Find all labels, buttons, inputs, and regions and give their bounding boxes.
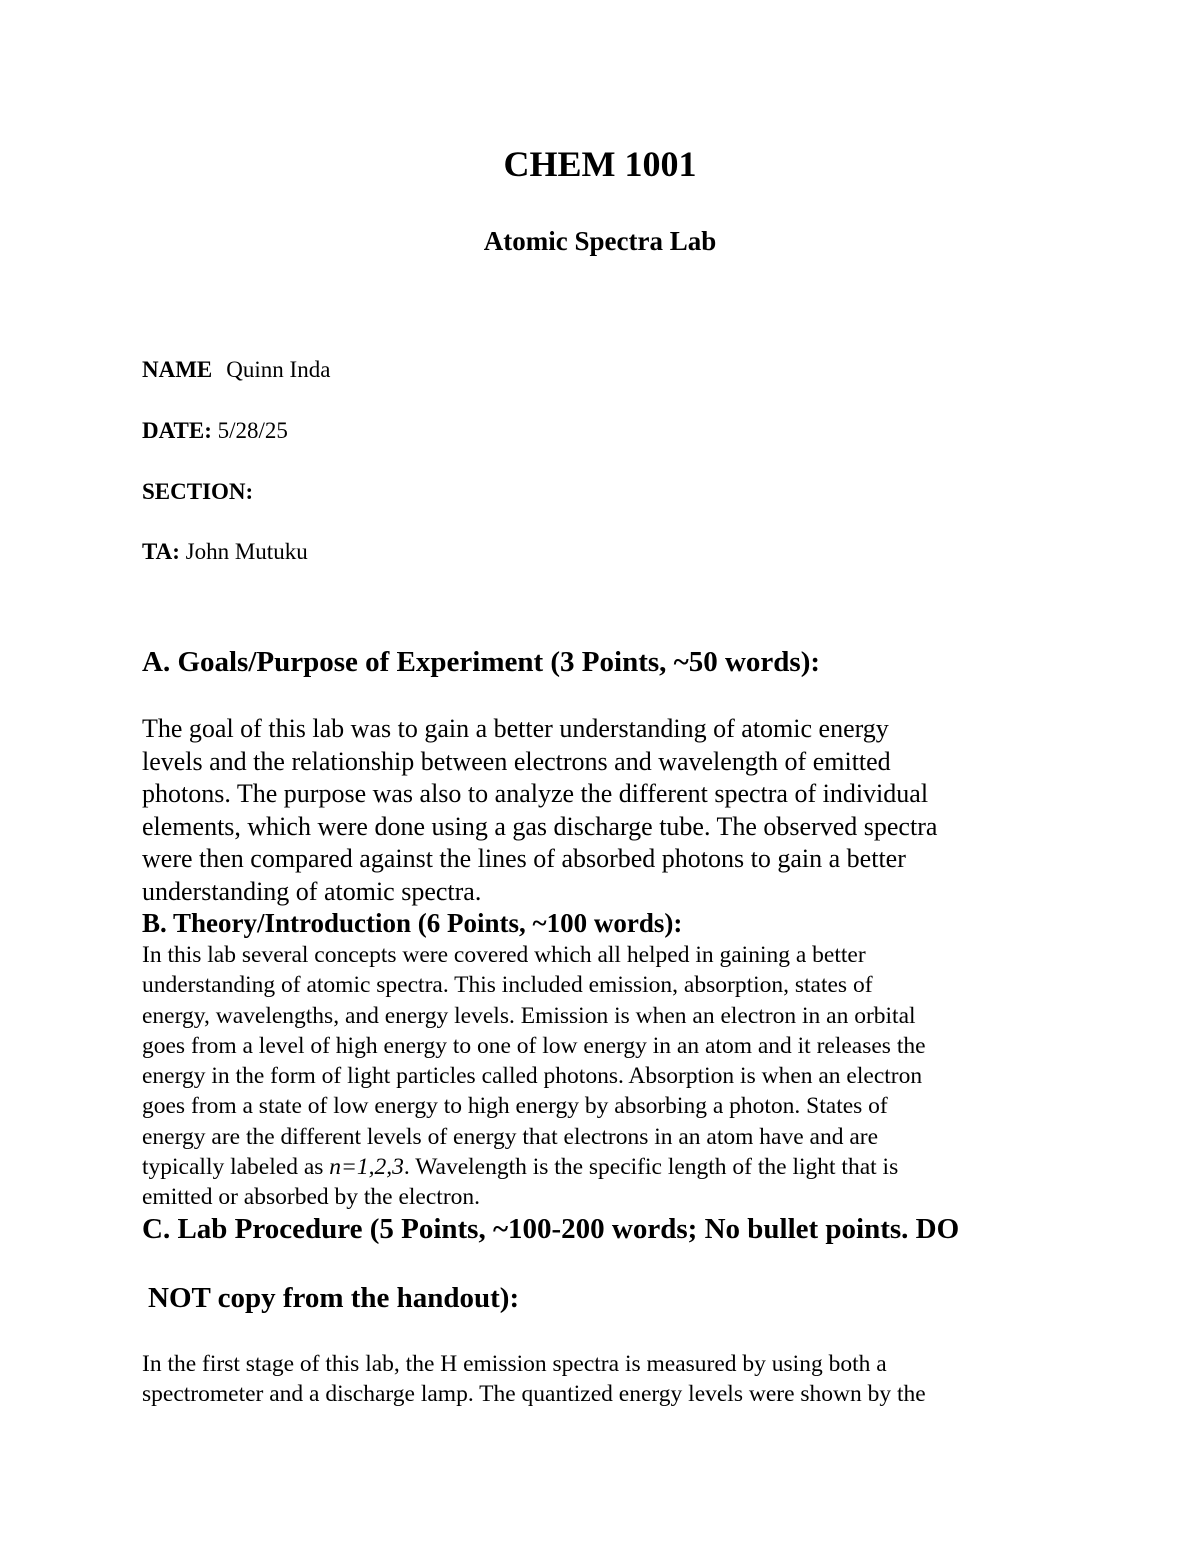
section-field: [142, 478, 253, 506]
paragraph-line: emitted or absorbed by the electron.: [142, 1184, 481, 1211]
paragraph-line: In the first stage of this lab, the H emission spectra is measured by using both a: [142, 1351, 887, 1377]
paragraph-line: [142, 1152, 1082, 1182]
name-label: NAME: [142, 357, 213, 382]
paragraph-line: energy, wavelengths, and energy levels. Emission is when an electron in an orbital: [142, 1002, 916, 1029]
ta-label: TA:: [142, 539, 180, 564]
paragraph-line: elements, which were done using a gas discharge tube. The observed spectra: [142, 811, 938, 841]
section-label: SECTION:: [142, 479, 254, 504]
paragraph-line: energy in the form of light particles called photons. Absorption is when an electron: [142, 1063, 923, 1090]
section-a-paragraph: [142, 713, 1082, 909]
section-b-paragraph: [142, 940, 1082, 1213]
ta-field: [142, 538, 308, 566]
name-value: Quinn Inda: [226, 357, 331, 382]
section-b-heading: B. Theory/Introduction (6 Points, ~100 words):: [142, 908, 683, 938]
course-title: CHEM 1001: [503, 144, 697, 184]
paragraph-line: spectrometer and a discharge lamp. The quantized energy levels were shown by the: [142, 1381, 926, 1408]
paragraph-line: levels and the relationship between electrons and wavelength of emitted: [142, 746, 891, 776]
name-field: [142, 356, 330, 384]
lab-title: Atomic Spectra Lab: [483, 226, 717, 256]
ta-value: John Mutuku: [185, 539, 308, 564]
section-c-heading: C. Lab Procedure (5 Points, ~100-200 words; No bullet points. DO: [142, 1213, 960, 1245]
paragraph-line: goes from a state of low energy to high energy by absorbing a photon. States of: [142, 1093, 888, 1120]
paragraph-line: photons. The purpose was also to analyze the different spectra of individual: [142, 779, 929, 809]
quantum-numbers: n=1,2,3: [329, 1154, 404, 1181]
paragraph-line: In this lab several concepts were covered which all helped in gaining a better: [142, 942, 866, 968]
paragraph-line: understanding of atomic spectra. This included emission, absorption, states of: [142, 972, 873, 999]
section-c-paragraph: [142, 1349, 1082, 1410]
paragraph-line: understanding of atomic spectra.: [142, 876, 482, 906]
line-text: typically labeled as: [142, 1154, 330, 1181]
date-field: [142, 417, 288, 445]
paragraph-line: goes from a level of high energy to one of low energy in an atom and it releases the: [142, 1032, 926, 1059]
section-a-heading: A. Goals/Purpose of Experiment (3 Points, ~50 words):: [142, 646, 821, 678]
paragraph-line: energy are the different levels of energy that electrons in an atom have and are: [142, 1123, 879, 1150]
paragraph-line: were then compared against the lines of absorbed photons to gain a better: [142, 844, 906, 874]
line-text: . Wavelength is the specific length of the light that is: [403, 1154, 899, 1181]
date-label: DATE:: [142, 418, 212, 443]
paragraph-line: The goal of this lab was to gain a better understanding of atomic energy: [142, 714, 889, 743]
section-c-heading-continued: NOT copy from the handout):: [148, 1282, 520, 1314]
date-value: 5/28/25: [217, 418, 288, 443]
